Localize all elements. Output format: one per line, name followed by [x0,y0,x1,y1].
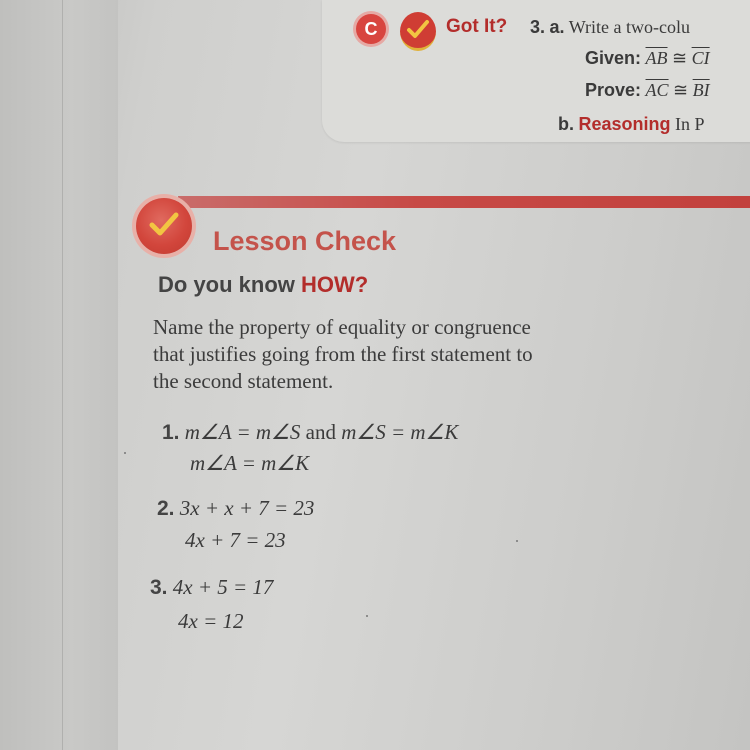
math-expression: m∠A = m∠K [190,451,310,475]
do-you-know-how-heading [158,272,368,298]
reasoning-label: Reasoning [578,114,671,134]
congruent-symbol: ≅ [673,80,689,100]
prove-segment-2: $\overline{BI}$ [692,80,710,100]
math-expression: m∠S = m∠K [341,420,459,444]
exercise-number: 1. [162,421,180,444]
part-a-text: Write a two-colu [568,17,690,37]
prove-label: Prove: [585,80,642,100]
paper-speck [366,615,368,617]
part-b-text: In P [675,114,705,134]
exercise-2-line-2 [185,528,286,553]
part-b-line [558,114,705,135]
problem-number: 3. [530,17,546,37]
exercise-3-line-2 [178,609,244,634]
c-badge-icon: C [356,14,386,44]
exercise-1-line-2 [190,451,309,476]
instructions-line: that justifies going from the first statement to [153,342,533,366]
part-a-label: a. [549,17,565,37]
math-expression: 3x + x + 7 = 23 [179,496,315,520]
heading-prefix: Do you know [158,272,301,297]
got-it-label: Got It? [446,16,508,37]
lesson-check-title: Lesson Check [213,226,397,256]
heading-highlight: HOW? [301,272,369,297]
math-expression: 4x = 12 [178,609,244,633]
instructions-text [153,314,533,395]
math-expression: m∠A = m∠S [184,420,301,444]
paper-speck [124,452,126,454]
left-page-margin [0,0,118,750]
given-segment-2: $\overline{CI}$ [691,48,710,68]
given-segment-1: $\overline{AB}$ [645,48,668,68]
exercise-number: 2. [157,497,175,520]
exercise-1-line-1 [162,420,458,445]
checkmark-badge-icon [400,12,436,51]
paper-speck [516,540,518,542]
lesson-check-icon [136,198,192,254]
got-it-problem-a [530,17,690,38]
given-label: Given: [585,48,642,68]
exercise-number: 3. [150,576,168,599]
math-expression: 4x + 5 = 17 [172,575,274,599]
section-divider-bar [178,196,750,208]
prove-segment-1: $\overline{AC}$ [645,80,669,100]
exercise-2-line-1 [157,496,314,521]
congruent-symbol: ≅ [672,48,688,68]
instructions-line: Name the property of equality or congruence [153,315,531,339]
prove-line [585,80,710,101]
math-expression: 4x + 7 = 23 [185,528,286,552]
instructions-line: the second statement. [153,369,334,393]
given-line [585,48,710,69]
exercise-3-line-1 [150,575,273,600]
conjunction-text: and [300,420,342,444]
part-b-label: b. [558,114,574,134]
